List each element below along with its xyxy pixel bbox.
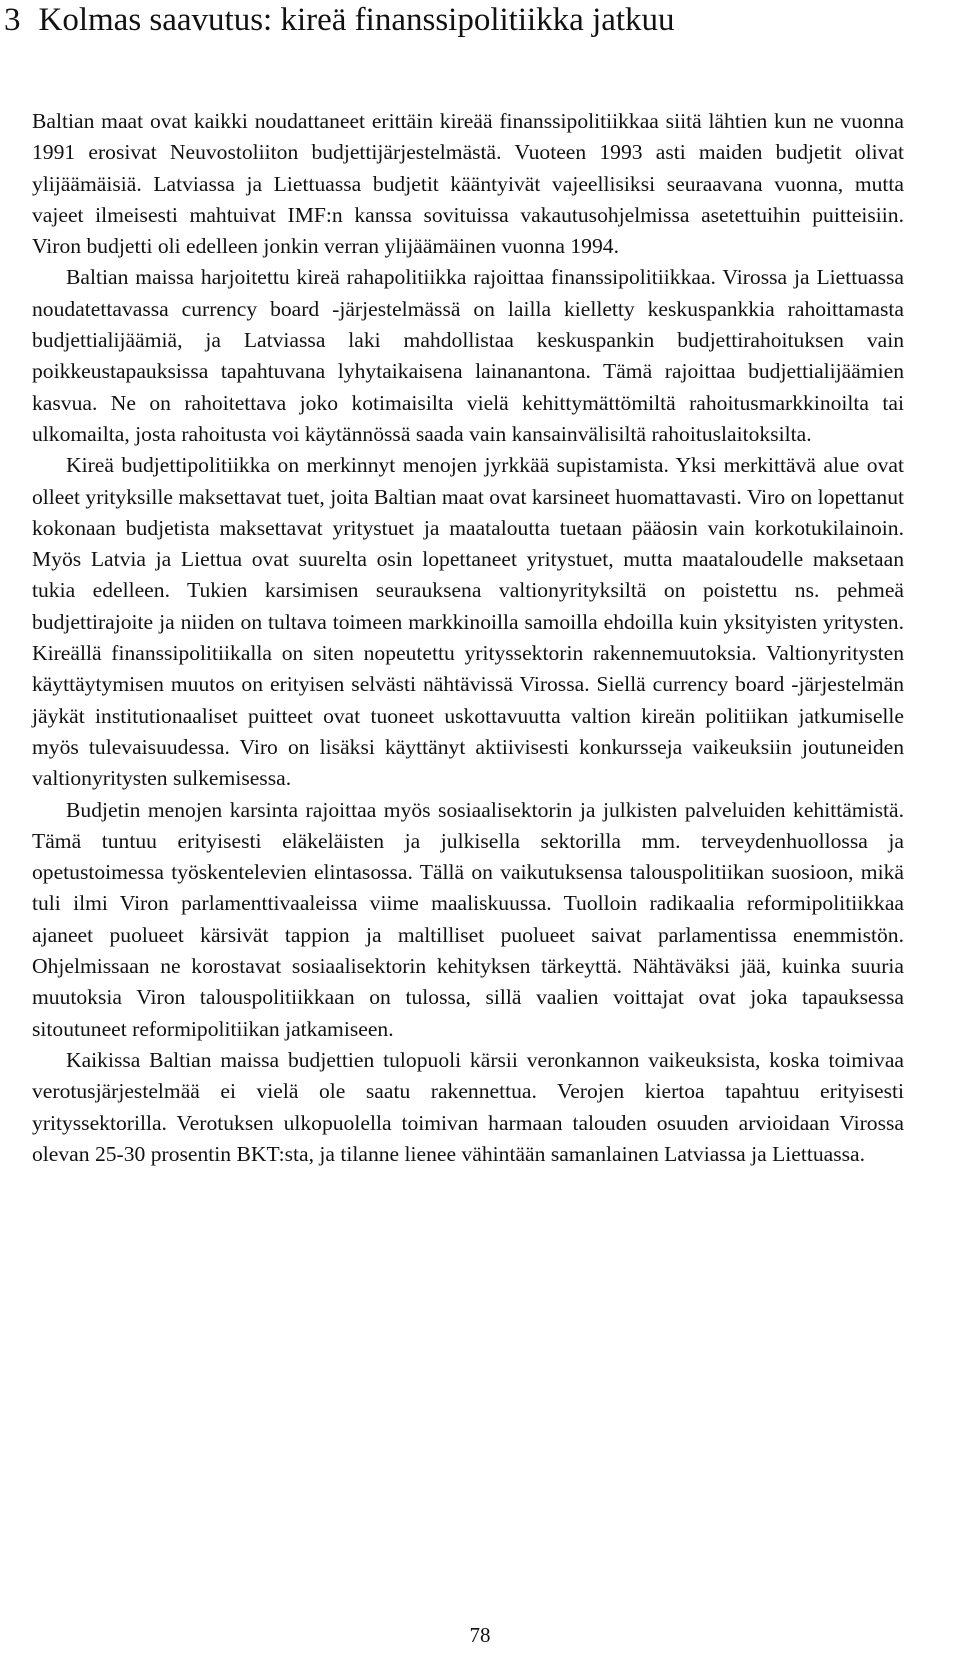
paragraph-4: Budjetin menojen karsinta rajoittaa myös sosiaalisektorin ja julkisten palveluiden kehittämistä. Tämä tuntuu erityisesti eläkeläisten ja julkisella sektorilla mm. terveydenhuollossa ja opetustoimessa työskentelevien elintasossa. Tällä on vaikutuksensa talouspolitiikan suosioon, mikä tuli ilmi Viron parlamenttivaaleissa viime maaliskuussa. Tuolloin radikaalia reformipolitiikkaa ajaneet puolueet kärsivät tappion ja maltilliset puolueet saivat parlamentissa enemmistön. Ohjelmissaan ne korostavat sosiaalisektorin kehityksen tärkeyttä. Nähtäväksi jää, kuinka suuria muutoksia Viron talouspolitiikkaan on tulossa, sillä vaalien voittajat ovat joka tapauksessa sitoutuneet reformipolitiikan jatkamiseen.	[32, 797, 904, 1041]
chapter-number: 3	[4, 2, 21, 38]
paragraph-5: Kaikissa Baltian maissa budjettien tulopuoli kärsii veronkannon vaikeuksista, koska toimivaa verotusjärjestelmää ei vielä ole saatu rakennettua. Verojen kiertoa tapahtuu erityisesti yrityssektorilla. Verotuksen ulkopuolella toimivan harmaan talouden osuuden arvioidaan Virossa olevan 25-30 prosentin BKT:sta, ja tilanne lienee vähintään samanlainen Latviassa ja Liettuassa.	[32, 1047, 904, 1166]
chapter-heading	[4, 0, 675, 40]
paragraph-1: Baltian maat ovat kaikki noudattaneet erittäin kireää finanssipolitiikkaa siitä lähtien kun ne vuonna 1991 erosivat Neuvostoliiton budjettijärjestelmästä. Vuoteen 1993 asti maiden budjetit olivat ylijäämäisiä. Latviassa ja Liettuassa budjetit kääntyivät vajeellisiksi seuraavana vuonna, mutta vajeet ilmeisesti mahtuivat IMF:n kanssa sovituissa vakautusohjelmissa asetettuihin puitteisiin. Viron budjetti oli edelleen jonkin verran ylijäämäinen vuonna 1994.	[32, 109, 904, 259]
chapter-title: Kolmas saavutus: kireä finanssipolitiikka jatkuu	[38, 2, 675, 38]
page-number: 78	[469, 1623, 491, 1647]
paragraph-2: Baltian maissa harjoitettu kireä rahapolitiikka rajoittaa finanssipolitiikkaa. Virossa ja Liettuassa noudatettavassa currency board -järjestelmässä on lailla kielletty keskuspankkia rahoittamasta budjettialijäämiä, ja Latviassa laki mahdollistaa keskuspankin budjettirahoituksen vain poikkeustapauksissa tapahtuvana lyhytaikaisena lainanantona. Tämä rajoittaa budjettialijäämien kasvua. Ne on rahoitettava joko kotimaisilta vielä kehittymättömiltä rahoitusmarkkinoilta tai ulkomailta, josta rahoitusta voi käytännössä saada vain kansainvälisiltä rahoituslaitoksilta.	[32, 265, 904, 446]
paragraph-3: Kireä budjettipolitiikka on merkinnyt menojen jyrkkää supistamista. Yksi merkittävä alue ovat olleet yrityksille maksettavat tuet, joita Baltian maat ovat karsineet huomattavasti. Viro on lopettanut kokonaan budjetista maksettavat yritystuet ja maataloutta tuetaan pääosin vain korkotukilainoin. Myös Latvia ja Liettua ovat suurelta osin lopettaneet yritystuet, mutta maataloudelle maksetaan tukia edelleen. Tukien karsimisen seurauksena valtionyrityksiltä on poistettu ns. pehmeä budjettirajoite ja niiden on tultava toimeen markkinoilla samoilla ehdoilla kuin yksityisten yritysten. Kireällä finanssipolitiikalla on siten nopeutettu yrityssektorin rakennemuutoksia. Valtionyritysten käyttäytymisen muutos on erityisen selvästi nähtävissä Virossa. Siellä currency board -järjestelmän jäykät institutionaaliset puitteet ovat tuoneet uskottavuutta valtion kireän politiikan jatkumiselle myös tulevaisuudessa. Viro on lisäksi käyttänyt aktiivisesti konkursseja vaikeuksiin joutuneiden valtionyritysten sulkemisessa.	[32, 453, 904, 791]
body-text	[32, 106, 904, 1170]
